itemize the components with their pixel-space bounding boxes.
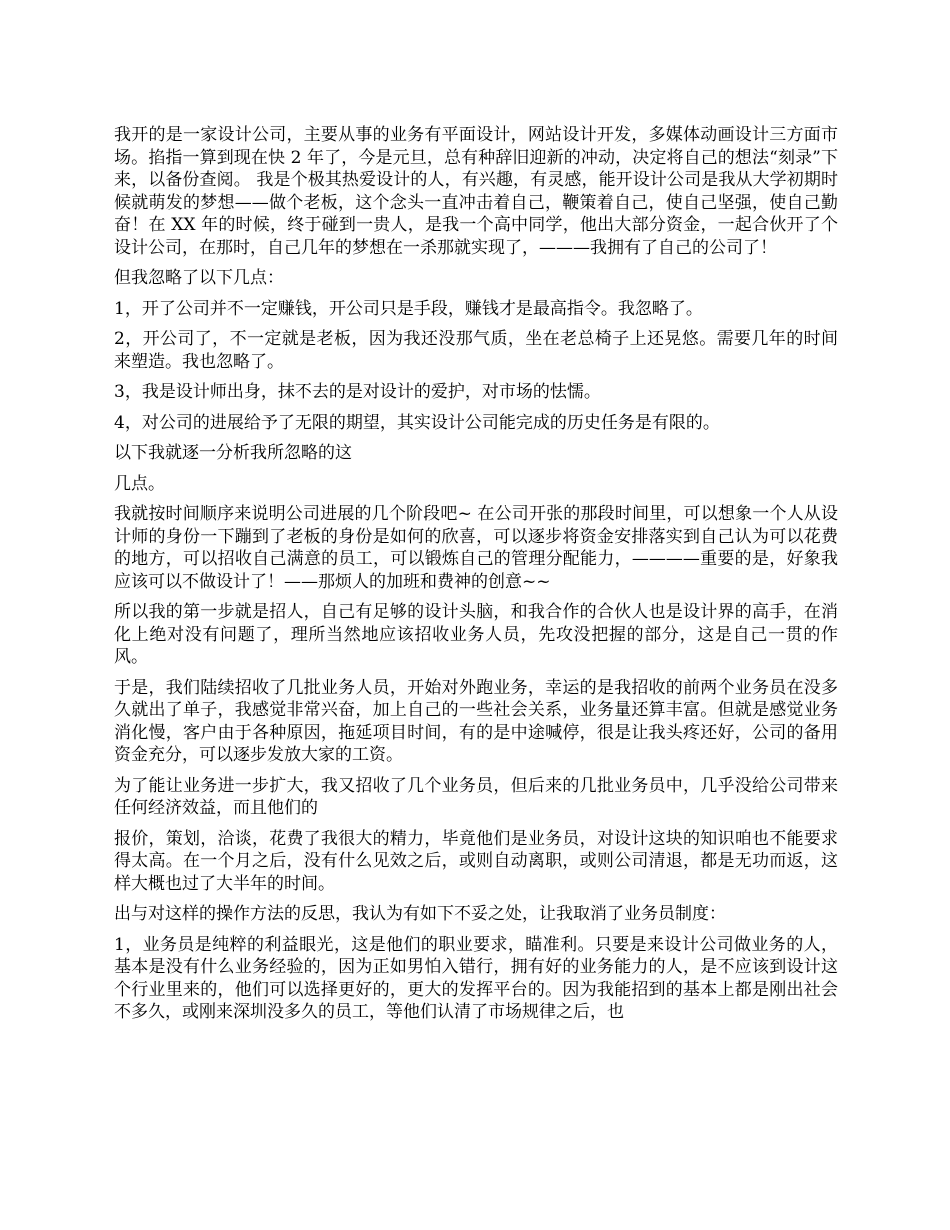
paragraph-analysis-intro: 以下我就逐一分析我所忽略的这 bbox=[114, 443, 352, 463]
paragraph-point-4: 4，对公司的进展给予了无限的期望，其实设计公司能完成的历史任务是有限的。 bbox=[114, 412, 720, 433]
paragraph-stages: 我就按时间顺序来说明公司进展的几个阶段吧~ 在公司开张的那段时间里，可以想象一个人从设计师的身份一下蹦到了老板的身份是如何的欣喜，可以逐步将资金安排落实到自己认为可以花费的地方，可以招收自己满意的员工，可以锻炼自己的管理分配能力，————重要的是，好象我应该可以不做设计了！——那烦人的加班和费神的创意~~ bbox=[114, 504, 838, 592]
paragraph-point-1: 1，开了公司并不一定赚钱，开公司只是手段，赚钱才是最高指令。我忽略了。 bbox=[114, 298, 703, 319]
paragraph-intro: 我开的是一家设计公司，主要从事的业务有平面设计，网站设计开发，多媒体动画设计三方面市场。掐指一算到现在快 2 年了，今是元旦，总有种辞旧迎新的冲动，决定将自己的想法“刻录”下来，以备份查阅。 我是个极其热爱设计的人，有兴趣，有灵感，能开设计公司是我从大学初期时候就萌发的梦想——做个老板，这个念头一直冲击着自己，鞭策着自己，使自己坚强，使自己勤奋！在 XX 年的时候，终于碰到一贵人，是我一个高中同学，他出大部分资金，一起合伙开了个设计公司，在那时，自己几年的梦想在一杀那就实现了，———我拥有了自己的公司了！ bbox=[114, 125, 838, 258]
document-body bbox=[114, 124, 838, 1032]
paragraph-hiring: 所以我的第一步就是招人，自己有足够的设计头脑，和我合作的合伙人也是设计界的高手，在消化上绝对没有问题了，理所当然地应该招收业务人员，先攻没把握的部分，这是自己一贯的作风。 bbox=[114, 602, 838, 667]
paragraph-point-2: 2，开公司了，不一定就是老板，因为我还没那气质，坐在老总椅子上还晃悠。需要几年的时间来塑造。我也忽略了。 bbox=[114, 329, 838, 372]
paragraph-point-3: 3，我是设计师出身，抹不去的是对设计的爱护，对市场的怯懦。 bbox=[114, 382, 601, 402]
paragraph-quotation: 报价，策划，洽谈，花费了我很大的精力，毕竟他们是业务员，对设计这块的知识咱也不能要求得太高。在一个月之后，没有什么见效之后，或则自动离职，或则公司清退，都是无功而返，这样大概也过了大半年的时间。 bbox=[114, 828, 838, 894]
paragraph-reflection: 出与对这样的操作方法的反思，我认为有如下不妥之处，让我取消了业务员制度： bbox=[114, 904, 726, 924]
paragraph-sales-staff: 于是，我们陆续招收了几批业务人员，开始对外跑业务，幸运的是我招收的前两个业务员在没多久就出了单子，我感觉非常兴奋，加上自己的一些社会关系，业务量还算丰富。但就是感觉业务消化慢，客户由于各种原因，拖延项目时间，有的是中途喊停，很是让我头疼还好，公司的备用资金充分，可以逐步发放大家的工资。 bbox=[114, 677, 838, 765]
paragraph-analysis-intro-cont: 几点。 bbox=[114, 473, 165, 494]
paragraph-overlooked-heading: 但我忽略了以下几点： bbox=[114, 268, 284, 288]
paragraph-reason-1: 1，业务员是纯粹的利益眼光，这是他们的职业要求，瞄准利。只要是来设计公司做业务的人，基本是没有什么业务经验的，因为正如男怕入错行，拥有好的业务能力的人，是不应该到设计这个行业里来的，他们可以选择更好的，更大的发挥平台的。因为我能招到的基本上都是刚出社会不多久，或刚来深圳没多久的员工，等他们认清了市场规律之后，也 bbox=[114, 934, 838, 1022]
paragraph-expansion: 为了能让业务进一步扩大，我又招收了几个业务员，但后来的几批业务员中，几乎没给公司带来任何经济效益，而且他们的 bbox=[114, 775, 838, 818]
